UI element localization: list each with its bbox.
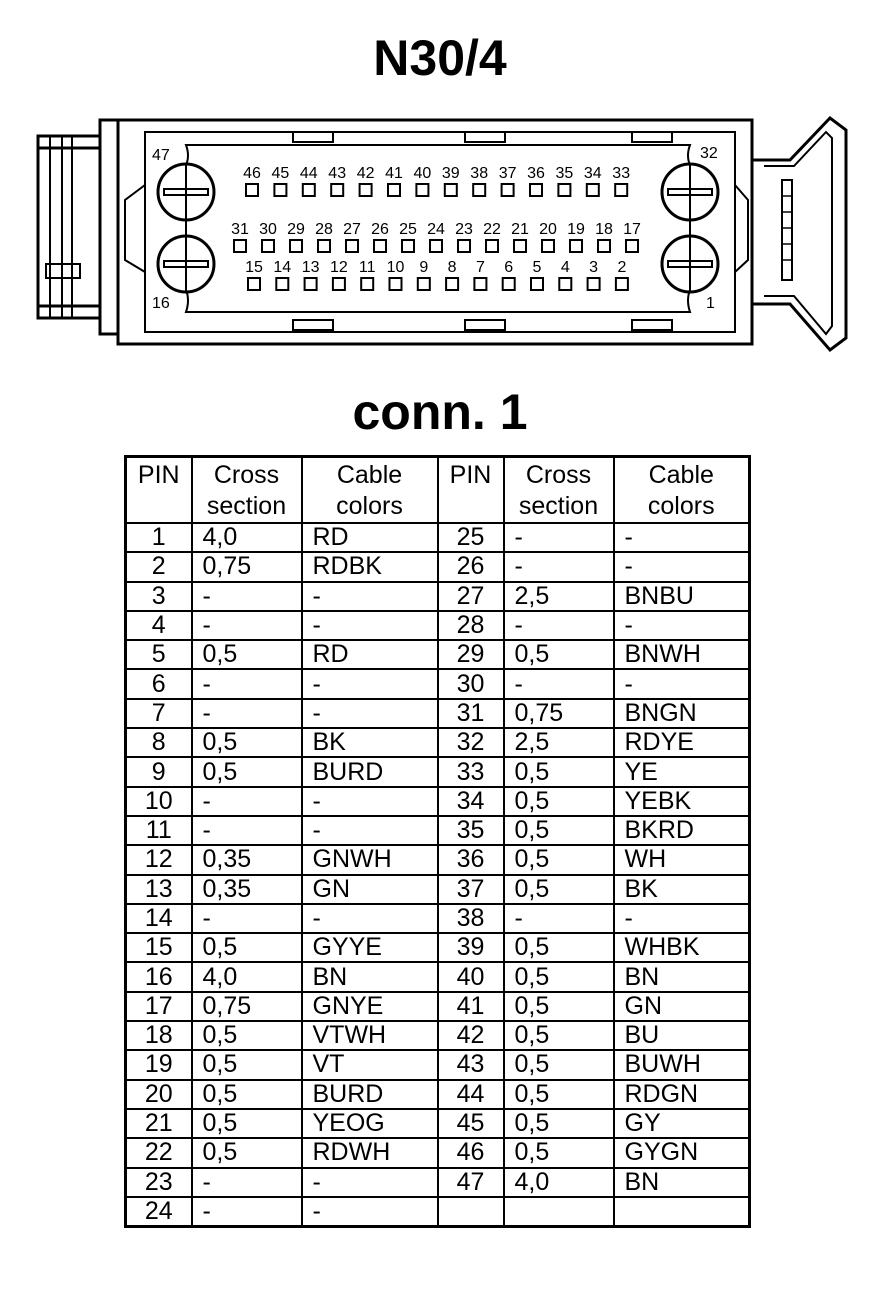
pin-cell: 26 xyxy=(438,552,504,581)
cross-section-cell: 0,5 xyxy=(192,1080,302,1109)
pin-contact xyxy=(276,278,288,290)
pin-number-label: 40 xyxy=(413,165,432,182)
pin-cell: 6 xyxy=(126,669,192,698)
pin-number-label: 24 xyxy=(427,221,445,238)
pin-number-label: 36 xyxy=(527,165,545,182)
pin-number-label: 28 xyxy=(315,221,333,238)
cable-color-cell: BNWH xyxy=(614,640,750,669)
pin-contact xyxy=(418,278,430,290)
pin-cell: 46 xyxy=(438,1138,504,1167)
table-row xyxy=(126,992,750,1021)
connector-drawing xyxy=(0,100,880,360)
cross-section-cell: 0,5 xyxy=(504,845,614,874)
cross-section-cell: 0,5 xyxy=(192,757,302,786)
cross-section-cell: 0,5 xyxy=(192,1109,302,1138)
pin-number-label: 18 xyxy=(595,221,613,238)
pin-contact xyxy=(331,184,343,196)
pin-number-label: 2 xyxy=(617,259,627,276)
pin-cell: 37 xyxy=(438,875,504,904)
pin-cell: 7 xyxy=(126,699,192,728)
cable-color-cell: VTWH xyxy=(302,1021,438,1050)
pin-cell: 38 xyxy=(438,904,504,933)
pin-cell: 44 xyxy=(438,1080,504,1109)
pin-contact xyxy=(246,184,258,196)
cable-color-cell: GN xyxy=(302,875,438,904)
table-row xyxy=(126,1050,750,1079)
cross-section-cell: 0,5 xyxy=(504,875,614,904)
pin-contact xyxy=(474,278,486,290)
pin-cell: 9 xyxy=(126,757,192,786)
table-row xyxy=(126,1021,750,1050)
pin-cell xyxy=(438,1197,504,1227)
cable-color-cell: BU xyxy=(614,1021,750,1050)
pin-number-label: 25 xyxy=(399,221,417,238)
pin-number-label: 4 xyxy=(560,259,570,276)
pin-number-label: 14 xyxy=(273,259,292,276)
cable-color-cell: GYGN xyxy=(614,1138,750,1167)
pin-number-label: 30 xyxy=(259,221,277,238)
table-body xyxy=(126,523,750,1227)
cross-section-cell: 0,75 xyxy=(192,992,302,1021)
table-row xyxy=(126,787,750,816)
pin-contact xyxy=(588,278,600,290)
cable-color-cell: GNWH xyxy=(302,845,438,874)
cross-section-cell: - xyxy=(504,669,614,698)
corner-label-1: 1 xyxy=(706,295,715,312)
pin-contact xyxy=(558,184,570,196)
table-row xyxy=(126,1168,750,1197)
cable-color-cell: - xyxy=(302,669,438,698)
pin-number-label: 29 xyxy=(287,221,305,238)
pin-number-label: 23 xyxy=(455,221,473,238)
cross-section-cell: 0,5 xyxy=(504,933,614,962)
header-cable-colors: Cable colors xyxy=(302,457,438,524)
cable-color-cell: BNBU xyxy=(614,582,750,611)
pin-contact xyxy=(570,240,582,252)
cable-color-cell: - xyxy=(302,611,438,640)
cable-color-cell: - xyxy=(302,699,438,728)
pin-contact xyxy=(615,184,627,196)
header-cross-section: Cross section xyxy=(504,457,614,524)
table-row xyxy=(126,1138,750,1167)
cross-section-cell: 0,5 xyxy=(504,1021,614,1050)
pin-contact xyxy=(531,278,543,290)
cable-color-cell: RD xyxy=(302,523,438,552)
pin-number-label: 43 xyxy=(328,165,347,182)
cross-section-cell: 0,5 xyxy=(192,728,302,757)
pin-number-label: 42 xyxy=(356,165,375,182)
cable-color-cell: - xyxy=(302,816,438,845)
cross-section-cell: - xyxy=(192,699,302,728)
cross-section-cell: 0,5 xyxy=(504,757,614,786)
pin-cell: 36 xyxy=(438,845,504,874)
cable-color-cell: BN xyxy=(614,962,750,991)
cable-color-cell: - xyxy=(302,904,438,933)
pin-number-label: 7 xyxy=(475,259,485,276)
pin-contact xyxy=(502,184,514,196)
cross-section-cell: 0,5 xyxy=(504,992,614,1021)
pin-contact xyxy=(616,278,628,290)
cross-section-cell: 0,5 xyxy=(504,1050,614,1079)
table-row xyxy=(126,757,750,786)
cross-section-cell: 0,5 xyxy=(192,640,302,669)
table-row xyxy=(126,1197,750,1227)
pin-number-label: 21 xyxy=(511,221,529,238)
pin-number-label: 11 xyxy=(358,259,376,276)
pin-cell: 40 xyxy=(438,962,504,991)
pin-cell: 22 xyxy=(126,1138,192,1167)
cable-color-cell: YEOG xyxy=(302,1109,438,1138)
pin-number-label: 41 xyxy=(385,165,403,182)
pin-contact xyxy=(374,240,386,252)
pin-number-label: 44 xyxy=(299,165,318,182)
cross-section-cell: - xyxy=(504,552,614,581)
pin-contact xyxy=(514,240,526,252)
pin-number-label: 17 xyxy=(623,221,641,238)
pin-cell: 45 xyxy=(438,1109,504,1138)
cable-color-cell: - xyxy=(614,523,750,552)
cross-section-cell: 0,5 xyxy=(504,1109,614,1138)
pin-cell: 27 xyxy=(438,582,504,611)
pin-number-label: 20 xyxy=(539,221,557,238)
pin-number-label: 15 xyxy=(245,259,263,276)
pin-number-label: 6 xyxy=(504,259,514,276)
pin-contact xyxy=(542,240,554,252)
pin-cell: 19 xyxy=(126,1050,192,1079)
pin-rows xyxy=(231,165,641,290)
pin-cell: 18 xyxy=(126,1021,192,1050)
cable-color-cell: BK xyxy=(302,728,438,757)
pin-contact xyxy=(445,184,457,196)
cross-section-cell: - xyxy=(192,1197,302,1227)
cross-section-cell: - xyxy=(504,904,614,933)
cable-color-cell: BURD xyxy=(302,757,438,786)
cross-section-cell: 0,5 xyxy=(192,933,302,962)
cable-color-cell: - xyxy=(302,1168,438,1197)
cable-color-cell: BURD xyxy=(302,1080,438,1109)
pin-number-label: 5 xyxy=(532,259,542,276)
cable-color-cell: RDBK xyxy=(302,552,438,581)
cross-section-cell: 0,5 xyxy=(192,1050,302,1079)
pin-contact xyxy=(458,240,470,252)
pin-contact xyxy=(388,184,400,196)
pin-contact xyxy=(290,240,302,252)
table-row xyxy=(126,582,750,611)
cross-section-cell: - xyxy=(192,611,302,640)
table-row xyxy=(126,552,750,581)
cross-section-cell: - xyxy=(504,611,614,640)
pin-cell: 24 xyxy=(126,1197,192,1227)
cross-section-cell: 0,35 xyxy=(192,845,302,874)
cable-color-cell: - xyxy=(614,611,750,640)
cable-color-cell: WH xyxy=(614,845,750,874)
cross-section-cell: 0,75 xyxy=(504,699,614,728)
right-latch xyxy=(752,118,846,350)
cable-color-cell: GN xyxy=(614,992,750,1021)
pin-cell: 42 xyxy=(438,1021,504,1050)
cross-section-cell: 0,5 xyxy=(504,1138,614,1167)
pin-contact xyxy=(598,240,610,252)
table-row xyxy=(126,640,750,669)
cross-section-cell: 0,5 xyxy=(504,640,614,669)
cable-color-cell: BK xyxy=(614,875,750,904)
cable-color-cell: VT xyxy=(302,1050,438,1079)
pin-cell: 17 xyxy=(126,992,192,1021)
pin-number-label: 33 xyxy=(612,165,631,182)
cross-section-cell: - xyxy=(192,904,302,933)
cable-color-cell: RDGN xyxy=(614,1080,750,1109)
pin-cell: 16 xyxy=(126,962,192,991)
pin-cell: 11 xyxy=(126,816,192,845)
table-header-row xyxy=(126,457,750,524)
pin-contact xyxy=(346,240,358,252)
cross-section-cell: 4,0 xyxy=(192,523,302,552)
pin-cell: 20 xyxy=(126,1080,192,1109)
corner-label-47: 47 xyxy=(152,147,170,164)
cable-color-cell: - xyxy=(302,787,438,816)
cable-color-cell: BKRD xyxy=(614,816,750,845)
cross-section-cell: 0,5 xyxy=(192,1021,302,1050)
cross-section-cell: 0,5 xyxy=(504,1080,614,1109)
pin-number-label: 27 xyxy=(343,221,361,238)
cable-color-cell: BUWH xyxy=(614,1050,750,1079)
pin-contact xyxy=(402,240,414,252)
cable-color-cell: - xyxy=(614,669,750,698)
pin-cell: 13 xyxy=(126,875,192,904)
table-row xyxy=(126,816,750,845)
cable-color-cell: - xyxy=(614,904,750,933)
pin-cell: 12 xyxy=(126,845,192,874)
cable-color-cell: GY xyxy=(614,1109,750,1138)
pin-contact xyxy=(430,240,442,252)
table-row xyxy=(126,1080,750,1109)
cable-color-cell: - xyxy=(614,552,750,581)
pin-number-label: 13 xyxy=(301,259,320,276)
pin-contact xyxy=(626,240,638,252)
pin-number-label: 38 xyxy=(470,165,489,182)
table-row xyxy=(126,669,750,698)
cable-color-cell: GNYE xyxy=(302,992,438,1021)
pin-number-label: 12 xyxy=(330,259,348,276)
cable-color-cell: YE xyxy=(614,757,750,786)
cross-section-cell: 0,5 xyxy=(504,787,614,816)
table-row xyxy=(126,904,750,933)
pin-contact xyxy=(360,184,372,196)
pin-number-label: 22 xyxy=(483,221,501,238)
pin-contact xyxy=(305,278,317,290)
cable-color-cell xyxy=(614,1197,750,1227)
pin-cell: 4 xyxy=(126,611,192,640)
pin-cell: 14 xyxy=(126,904,192,933)
diagram-title: N30/4 xyxy=(373,30,507,86)
pin-contact xyxy=(234,240,246,252)
pin-number-label: 3 xyxy=(589,259,599,276)
cross-section-cell: - xyxy=(504,523,614,552)
cross-section-cell: 0,35 xyxy=(192,875,302,904)
table-row xyxy=(126,523,750,552)
pin-number-label: 45 xyxy=(271,165,290,182)
pin-cell: 33 xyxy=(438,757,504,786)
table-row xyxy=(126,728,750,757)
pin-contact xyxy=(530,184,542,196)
pin-contact xyxy=(333,278,345,290)
corner-label-32: 32 xyxy=(700,145,718,162)
pin-contact xyxy=(361,278,373,290)
pin-cell: 47 xyxy=(438,1168,504,1197)
table-row xyxy=(126,875,750,904)
header-pin: PIN xyxy=(126,457,192,524)
cable-color-cell: - xyxy=(302,582,438,611)
pin-contact xyxy=(587,184,599,196)
pin-number-label: 37 xyxy=(498,165,517,182)
pin-contact xyxy=(486,240,498,252)
table-row xyxy=(126,933,750,962)
cross-section-cell: - xyxy=(192,1168,302,1197)
cross-section-cell: 4,0 xyxy=(192,962,302,991)
pin-number-label: 19 xyxy=(567,221,585,238)
pin-cell: 23 xyxy=(126,1168,192,1197)
pin-cell: 29 xyxy=(438,640,504,669)
pin-number-label: 34 xyxy=(583,165,602,182)
pin-contact xyxy=(473,184,485,196)
header-cross-section: Cross section xyxy=(192,457,302,524)
cross-section-cell: - xyxy=(192,582,302,611)
cable-color-cell: BN xyxy=(614,1168,750,1197)
cable-color-cell: RD xyxy=(302,640,438,669)
cross-section-cell: 0,5 xyxy=(192,1138,302,1167)
pin-number-label: 46 xyxy=(243,165,261,182)
header-cable-colors: Cable colors xyxy=(614,457,750,524)
cross-section-cell: 4,0 xyxy=(504,1168,614,1197)
pin-cell: 30 xyxy=(438,669,504,698)
left-latch xyxy=(38,120,118,334)
cross-section-cell: 0,75 xyxy=(192,552,302,581)
cross-section-cell: - xyxy=(192,816,302,845)
cross-section-cell: - xyxy=(192,669,302,698)
cross-section-cell: 2,5 xyxy=(504,728,614,757)
pin-number-label: 31 xyxy=(231,221,249,238)
cable-color-cell: YEBK xyxy=(614,787,750,816)
pin-contact xyxy=(446,278,458,290)
pin-contact xyxy=(248,278,260,290)
pin-number-label: 9 xyxy=(419,259,429,276)
cable-color-cell: RDWH xyxy=(302,1138,438,1167)
pin-cell: 21 xyxy=(126,1109,192,1138)
table-row xyxy=(126,845,750,874)
pin-contact xyxy=(503,278,515,290)
table-row xyxy=(126,962,750,991)
pin-cell: 43 xyxy=(438,1050,504,1079)
pin-cell: 25 xyxy=(438,523,504,552)
header-pin: PIN xyxy=(438,457,504,524)
pin-contact xyxy=(303,184,315,196)
pin-cell: 2 xyxy=(126,552,192,581)
pin-number-label: 8 xyxy=(447,259,457,276)
pin-cell: 31 xyxy=(438,699,504,728)
cable-color-cell: WHBK xyxy=(614,933,750,962)
pin-cell: 34 xyxy=(438,787,504,816)
pin-contact xyxy=(262,240,274,252)
pin-cell: 3 xyxy=(126,582,192,611)
cable-color-cell: BN xyxy=(302,962,438,991)
cross-section-cell: 2,5 xyxy=(504,582,614,611)
pin-cell: 5 xyxy=(126,640,192,669)
pin-cell: 10 xyxy=(126,787,192,816)
connector-name: conn. 1 xyxy=(352,384,528,440)
table-row xyxy=(126,699,750,728)
pin-contact xyxy=(274,184,286,196)
cross-section-cell xyxy=(504,1197,614,1227)
cable-color-cell: RDYE xyxy=(614,728,750,757)
pin-cell: 8 xyxy=(126,728,192,757)
cable-color-cell: - xyxy=(302,1197,438,1227)
pin-cell: 1 xyxy=(126,523,192,552)
cross-section-cell: 0,5 xyxy=(504,816,614,845)
table-row xyxy=(126,611,750,640)
pin-contact xyxy=(390,278,402,290)
pin-number-label: 10 xyxy=(386,259,405,276)
cable-color-cell: GYYE xyxy=(302,933,438,962)
cross-section-cell: 0,5 xyxy=(504,962,614,991)
pin-table xyxy=(124,455,751,1228)
pin-cell: 28 xyxy=(438,611,504,640)
pin-contact xyxy=(416,184,428,196)
pin-cell: 32 xyxy=(438,728,504,757)
pin-number-label: 26 xyxy=(371,221,389,238)
pin-number-label: 39 xyxy=(441,165,460,182)
pin-cell: 41 xyxy=(438,992,504,1021)
pin-cell: 35 xyxy=(438,816,504,845)
pin-contact xyxy=(559,278,571,290)
pin-number-label: 35 xyxy=(555,165,574,182)
table-row xyxy=(126,1109,750,1138)
cable-color-cell: BNGN xyxy=(614,699,750,728)
pin-cell: 15 xyxy=(126,933,192,962)
cross-section-cell: - xyxy=(192,787,302,816)
pin-cell: 39 xyxy=(438,933,504,962)
pin-contact xyxy=(318,240,330,252)
corner-label-16: 16 xyxy=(152,295,170,312)
